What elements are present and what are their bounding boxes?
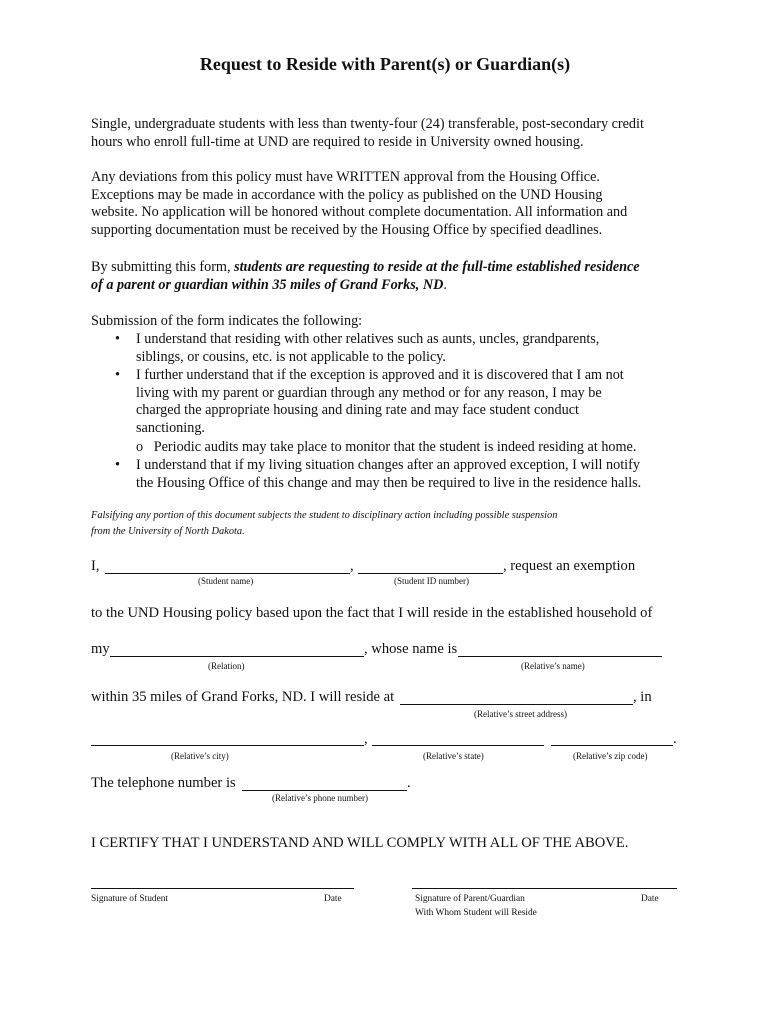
city-caption: (Relative’s city) xyxy=(171,751,229,761)
sub-item-text: Periodic audits may take place to monitor that the student is indeed residing at home. xyxy=(153,439,637,455)
comma-text: , xyxy=(350,558,354,574)
date-label: Date xyxy=(324,894,342,904)
sub-list-item xyxy=(136,439,636,457)
city-field[interactable] xyxy=(91,745,364,746)
bullet-icon: • xyxy=(115,457,120,473)
phone-text: The telephone number is xyxy=(91,775,236,791)
street-caption: (Relative’s street address) xyxy=(474,709,567,719)
text-line: Falsifying any portion of this document subjects the student to disciplinary action including possible suspension xyxy=(91,510,558,521)
intro-paragraph-3 xyxy=(91,259,691,294)
bullet-icon: • xyxy=(115,331,120,347)
text-line: I understand that residing with other relatives such as aunts, uncles, grandparents, xyxy=(136,331,600,347)
text-line: I understand that if my living situation changes after an approved exception, I will notify xyxy=(136,457,640,473)
text-line: Exceptions may be made in accordance with the policy as published on the UND Housing xyxy=(91,186,603,203)
phone-field[interactable] xyxy=(242,790,407,791)
my-label: my xyxy=(91,641,110,657)
text-line: website. No application will be honored without complete documentation. All information and xyxy=(91,204,628,221)
emphasis-text: students are requesting to reside at the full-time established residence xyxy=(234,259,640,275)
bullet-icon: • xyxy=(115,367,120,383)
student-signature-line[interactable] xyxy=(91,888,354,889)
in-text: , in xyxy=(633,689,652,705)
text-line: living with my parent or guardian through any method or for any reason, I may be xyxy=(136,384,602,401)
student-name-field[interactable] xyxy=(105,573,350,574)
text-line: the Housing Office of this change and may then be required to live in the residence halls. xyxy=(136,474,642,491)
intro-paragraph-2 xyxy=(91,169,691,239)
intro-paragraph-1 xyxy=(91,116,691,151)
relation-caption: (Relation) xyxy=(208,661,245,671)
text-line: Any deviations from this policy must have WRITTEN approval from the Housing Office. xyxy=(91,169,600,185)
state-field[interactable] xyxy=(372,745,544,746)
student-id-caption: (Student ID number) xyxy=(394,576,469,586)
parent-signature-line[interactable] xyxy=(412,888,677,889)
list-item xyxy=(136,331,696,366)
parent-signature-label: Signature of Parent/Guardian xyxy=(415,894,525,904)
period-text: . xyxy=(673,731,677,747)
date-label: Date xyxy=(641,894,659,904)
zip-caption: (Relative’s zip code) xyxy=(573,751,648,761)
phone-caption: (Relative’s phone number) xyxy=(272,793,368,803)
state-caption: (Relative’s state) xyxy=(423,751,484,761)
whose-text: , whose name is xyxy=(364,641,458,657)
student-id-field[interactable] xyxy=(358,573,503,574)
relation-field[interactable] xyxy=(110,656,364,657)
submission-heading: Submission of the form indicates the following: xyxy=(91,313,363,329)
text-line: sanctioning. xyxy=(136,419,205,436)
warning-note xyxy=(91,508,691,540)
text-line: hours who enroll full-time at UND are required to reside in University owned housing. xyxy=(91,133,584,150)
list-item xyxy=(136,367,696,437)
text-prefix: By submitting this form, xyxy=(91,259,235,275)
text-line: siblings, or cousins, etc. is not applicable to the policy. xyxy=(136,348,446,365)
within-text: within 35 miles of Grand Forks, ND. I will reside at xyxy=(91,689,395,705)
parent-signature-sublabel: With Whom Student will Reside xyxy=(415,908,537,918)
request-text: , request an exemption xyxy=(503,558,636,574)
relatives-name-caption: (Relative’s name) xyxy=(521,661,585,671)
street-address-field[interactable] xyxy=(400,704,633,705)
text-line: from the University of North Dakota. xyxy=(91,526,245,537)
comma-text: , xyxy=(364,731,368,747)
student-name-caption: (Student name) xyxy=(198,576,254,586)
text-line xyxy=(91,259,691,277)
certify-statement: I CERTIFY THAT I UNDERSTAND AND WILL COMPLY WITH ALL OF THE ABOVE. xyxy=(91,835,629,851)
text-line: supporting documentation must be received by the Housing Office by specified deadlines. xyxy=(91,221,603,238)
text-suffix: . xyxy=(443,276,447,293)
page-title: Request to Reside with Parent(s) or Guardian(s) xyxy=(199,54,571,74)
text-line: I further understand that if the exception is approved and it is discovered that I am not xyxy=(136,367,624,383)
period-text: . xyxy=(407,775,411,791)
list-item xyxy=(136,457,696,492)
text-line xyxy=(91,277,691,295)
policy-text: to the UND Housing policy based upon the fact that I will reside in the established household of xyxy=(91,605,653,621)
text-line: charged the appropriate housing and dining rate and may face student conduct xyxy=(136,402,579,419)
i-label: I, xyxy=(91,558,100,574)
student-signature-label: Signature of Student xyxy=(91,894,169,904)
sub-bullet-icon: o xyxy=(136,439,144,455)
zip-field[interactable] xyxy=(551,745,673,746)
text-line: Single, undergraduate students with less than twenty-four (24) transferable, post-secondary credit xyxy=(91,116,644,132)
emphasis-text: of a parent or guardian within 35 miles of Grand Forks, ND xyxy=(91,276,444,293)
relatives-name-field[interactable] xyxy=(458,656,662,657)
